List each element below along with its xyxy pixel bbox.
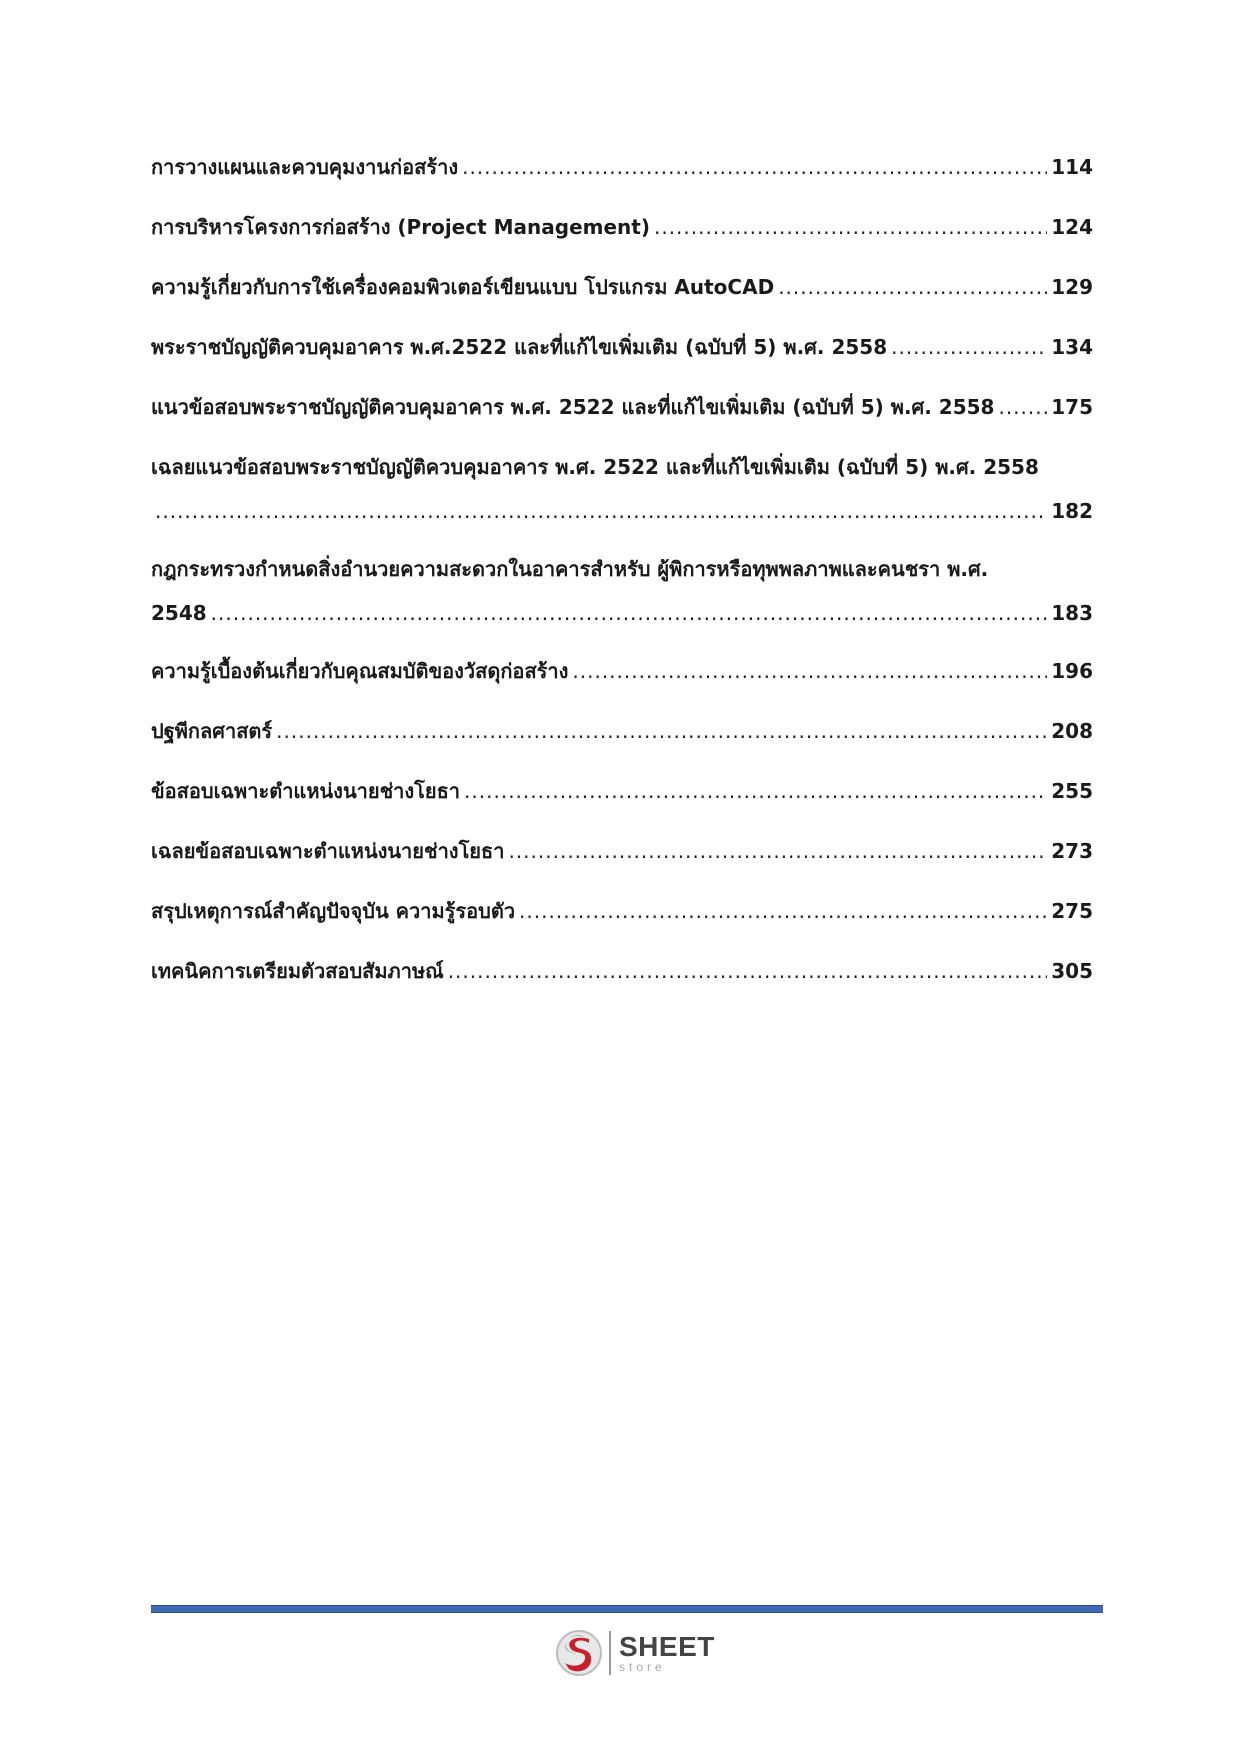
sheet-store-logo-icon (555, 1627, 603, 1679)
toc-entry-page: 182 (1051, 499, 1093, 523)
leader-dots (276, 714, 1047, 748)
toc-entry[interactable] (151, 450, 1093, 534)
leader-dots (778, 270, 1047, 304)
toc-entry-title: กฎกระทรวงกำหนดสิ่งอำนวยความสะดวกในอาคารสำหรับ ผู้พิการหรือทุพพลภาพและคนชรา พ.ศ. (151, 557, 989, 581)
leader-dots (211, 596, 1048, 630)
toc-entry-page: 196 (1051, 659, 1093, 683)
toc-entry-page: 273 (1051, 839, 1093, 863)
leader-dots (998, 390, 1047, 424)
toc-entry-title: ข้อสอบเฉพาะตำแหน่งนายช่างโยธา (151, 779, 461, 803)
leader-dots (448, 954, 1048, 988)
toc-entry-title: เทคนิคการเตรียมตัวสอบสัมภาษณ์ (151, 959, 444, 983)
toc-entry-title: พระราชบัญญัติควบคุมอาคาร พ.ศ.2522 และที่แก้ไขเพิ่มเติม (ฉบับที่ 5) พ.ศ. 2558 (151, 335, 888, 359)
leader-dots (508, 834, 1047, 868)
toc-entry[interactable] (151, 552, 1093, 636)
leader-dots (462, 150, 1047, 184)
toc-entry-page: 183 (1051, 601, 1093, 625)
toc-entry[interactable] (151, 834, 1093, 894)
toc-entry[interactable] (151, 714, 1093, 774)
footer-divider (151, 1605, 1103, 1613)
logo-subtext: store (619, 1660, 666, 1674)
leader-dots (572, 654, 1047, 688)
toc-entry-title: การบริหารโครงการก่อสร้าง (Project Management) (151, 215, 650, 239)
toc-entry-page: 275 (1051, 899, 1093, 923)
toc-entry[interactable] (151, 150, 1093, 210)
sheet-store-logo (555, 1627, 715, 1679)
leader-dots (155, 494, 1047, 528)
toc-entry-title: การวางแผนและควบคุมงานก่อสร้าง (151, 155, 459, 179)
toc-entry-page: 305 (1051, 959, 1093, 983)
logo-divider (609, 1631, 611, 1675)
toc-entry[interactable] (151, 894, 1093, 954)
toc-entry[interactable] (151, 270, 1093, 330)
toc-entry-title: เฉลยแนวข้อสอบพระราชบัญญัติควบคุมอาคาร พ.ศ. 2522 และที่แก้ไขเพิ่มเติม (ฉบับที่ 5) พ.ศ. 2558 (151, 455, 1039, 479)
toc-entry-page: 134 (1051, 335, 1093, 359)
toc-entry[interactable] (151, 210, 1093, 270)
toc-entry[interactable] (151, 330, 1093, 390)
table-of-contents (151, 150, 1093, 1014)
toc-entry-title: ปฐพีกลศาสตร์ (151, 719, 273, 743)
leader-dots (891, 330, 1047, 364)
toc-entry-page: 124 (1051, 215, 1093, 239)
toc-entry-page: 114 (1051, 155, 1093, 179)
logo-wordmark: SHEET (619, 1631, 715, 1662)
leader-dots (654, 210, 1047, 244)
toc-entry-title: เฉลยข้อสอบเฉพาะตำแหน่งนายช่างโยธา (151, 839, 505, 863)
toc-entry[interactable] (151, 954, 1093, 1014)
toc-entry-title-cont: 2548 (151, 601, 207, 625)
toc-entry-title: แนวข้อสอบพระราชบัญญัติควบคุมอาคาร พ.ศ. 2522 และที่แก้ไขเพิ่มเติม (ฉบับที่ 5) พ.ศ. 2558 (151, 395, 995, 419)
leader-dots (464, 774, 1047, 808)
toc-entry-page: 255 (1051, 779, 1093, 803)
toc-entry-page: 208 (1051, 719, 1093, 743)
toc-entry-page: 175 (1051, 395, 1093, 419)
toc-entry[interactable] (151, 774, 1093, 834)
toc-entry-page: 129 (1051, 275, 1093, 299)
toc-entry-title: สรุปเหตุการณ์สำคัญปัจจุบัน ความรู้รอบตัว (151, 899, 516, 923)
toc-entry[interactable] (151, 654, 1093, 714)
toc-entry[interactable] (151, 390, 1093, 450)
toc-entry-title: ความรู้เบื้องต้นเกี่ยวกับคุณสมบัติของวัสดุก่อสร้าง (151, 659, 569, 683)
toc-entry-title: ความรู้เกี่ยวกับการใช้เครื่องคอมพิวเตอร์เขียนแบบ โปรแกรม AutoCAD (151, 275, 775, 299)
leader-dots (519, 894, 1047, 928)
